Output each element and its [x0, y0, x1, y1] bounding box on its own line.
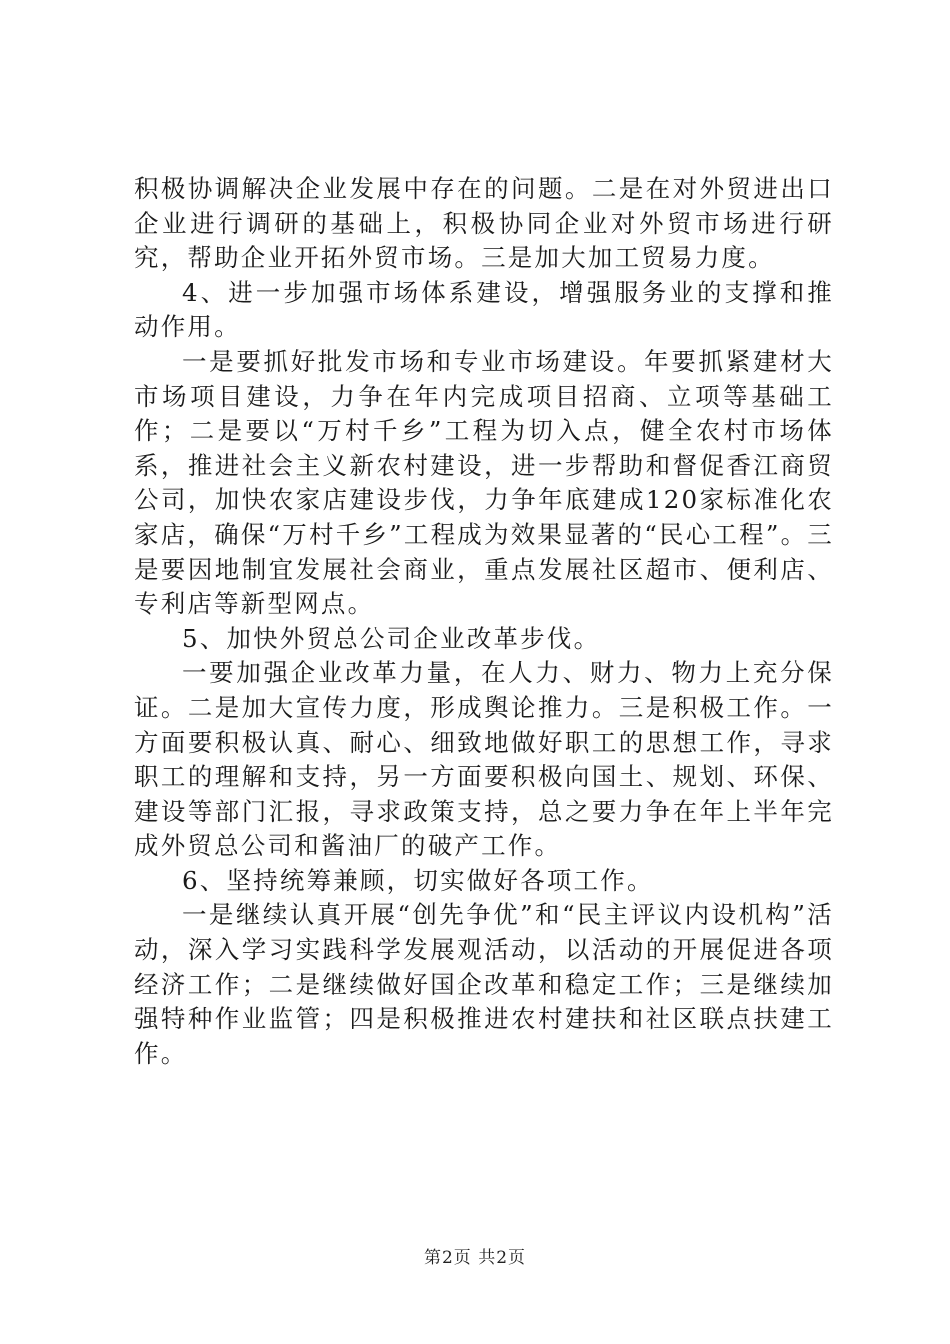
heading-item-4: 4、进一步加强市场体系建设，增强服务业的支撑和推动作用。	[134, 277, 834, 342]
paragraph-item-5-body: 一要加强企业改革力量，在人力、财力、物力上充分保证。二是加大宣传力度，形成舆论推力。三是积极工作。一方面要积极认真、耐心、细致地做好职工的思想工作，寻求职工的理解和支持，另一方面要积极向国土、规划、环保、建设等部门汇报，寻求政策支持，总之要力争在年上半年完成外贸总公司和酱油厂的破产工作。	[134, 658, 834, 861]
document-body	[134, 172, 834, 1071]
heading-item-5: 5、加快外贸总公司企业改革步伐。	[182, 623, 601, 653]
paragraph-item-4-body: 一是要抓好批发市场和专业市场建设。年要抓紧建材大市场项目建设，力争在年内完成项目招商、立项等基础工作；二是要以“万村千乡”工程为切入点，健全农村市场体系，推进社会主义新农村建设，进一步帮助和督促香江商贸公司，加快农家店建设步伐，力争年底建成120家标准化农家店，确保“万村千乡”工程成为效果显著的“民心工程”。三是要因地制宜发展社会商业，重点发展社区超市、便利店、专利店等新型网点。	[134, 346, 834, 619]
page-number-footer: 第2页 共2页	[423, 1248, 527, 1268]
paragraph-item-6-body: 一是继续认真开展“创先争优”和“民主评议内设机构”活动，深入学习实践科学发展观活动，以活动的开展促进各项经济工作；二是继续做好国企改革和稳定工作；三是继续加强特种作业监管；四是积极推进农村建扶和社区联点扶建工作。	[134, 900, 834, 1068]
paragraph-continuation: 积极协调解决企业发展中存在的问题。二是在对外贸进出口企业进行调研的基础上，积极协同企业对外贸市场进行研究，帮助企业开拓外贸市场。三是加大加工贸易力度。	[134, 174, 834, 273]
heading-item-6: 6、坚持统筹兼顾，切实做好各项工作。	[182, 865, 654, 895]
